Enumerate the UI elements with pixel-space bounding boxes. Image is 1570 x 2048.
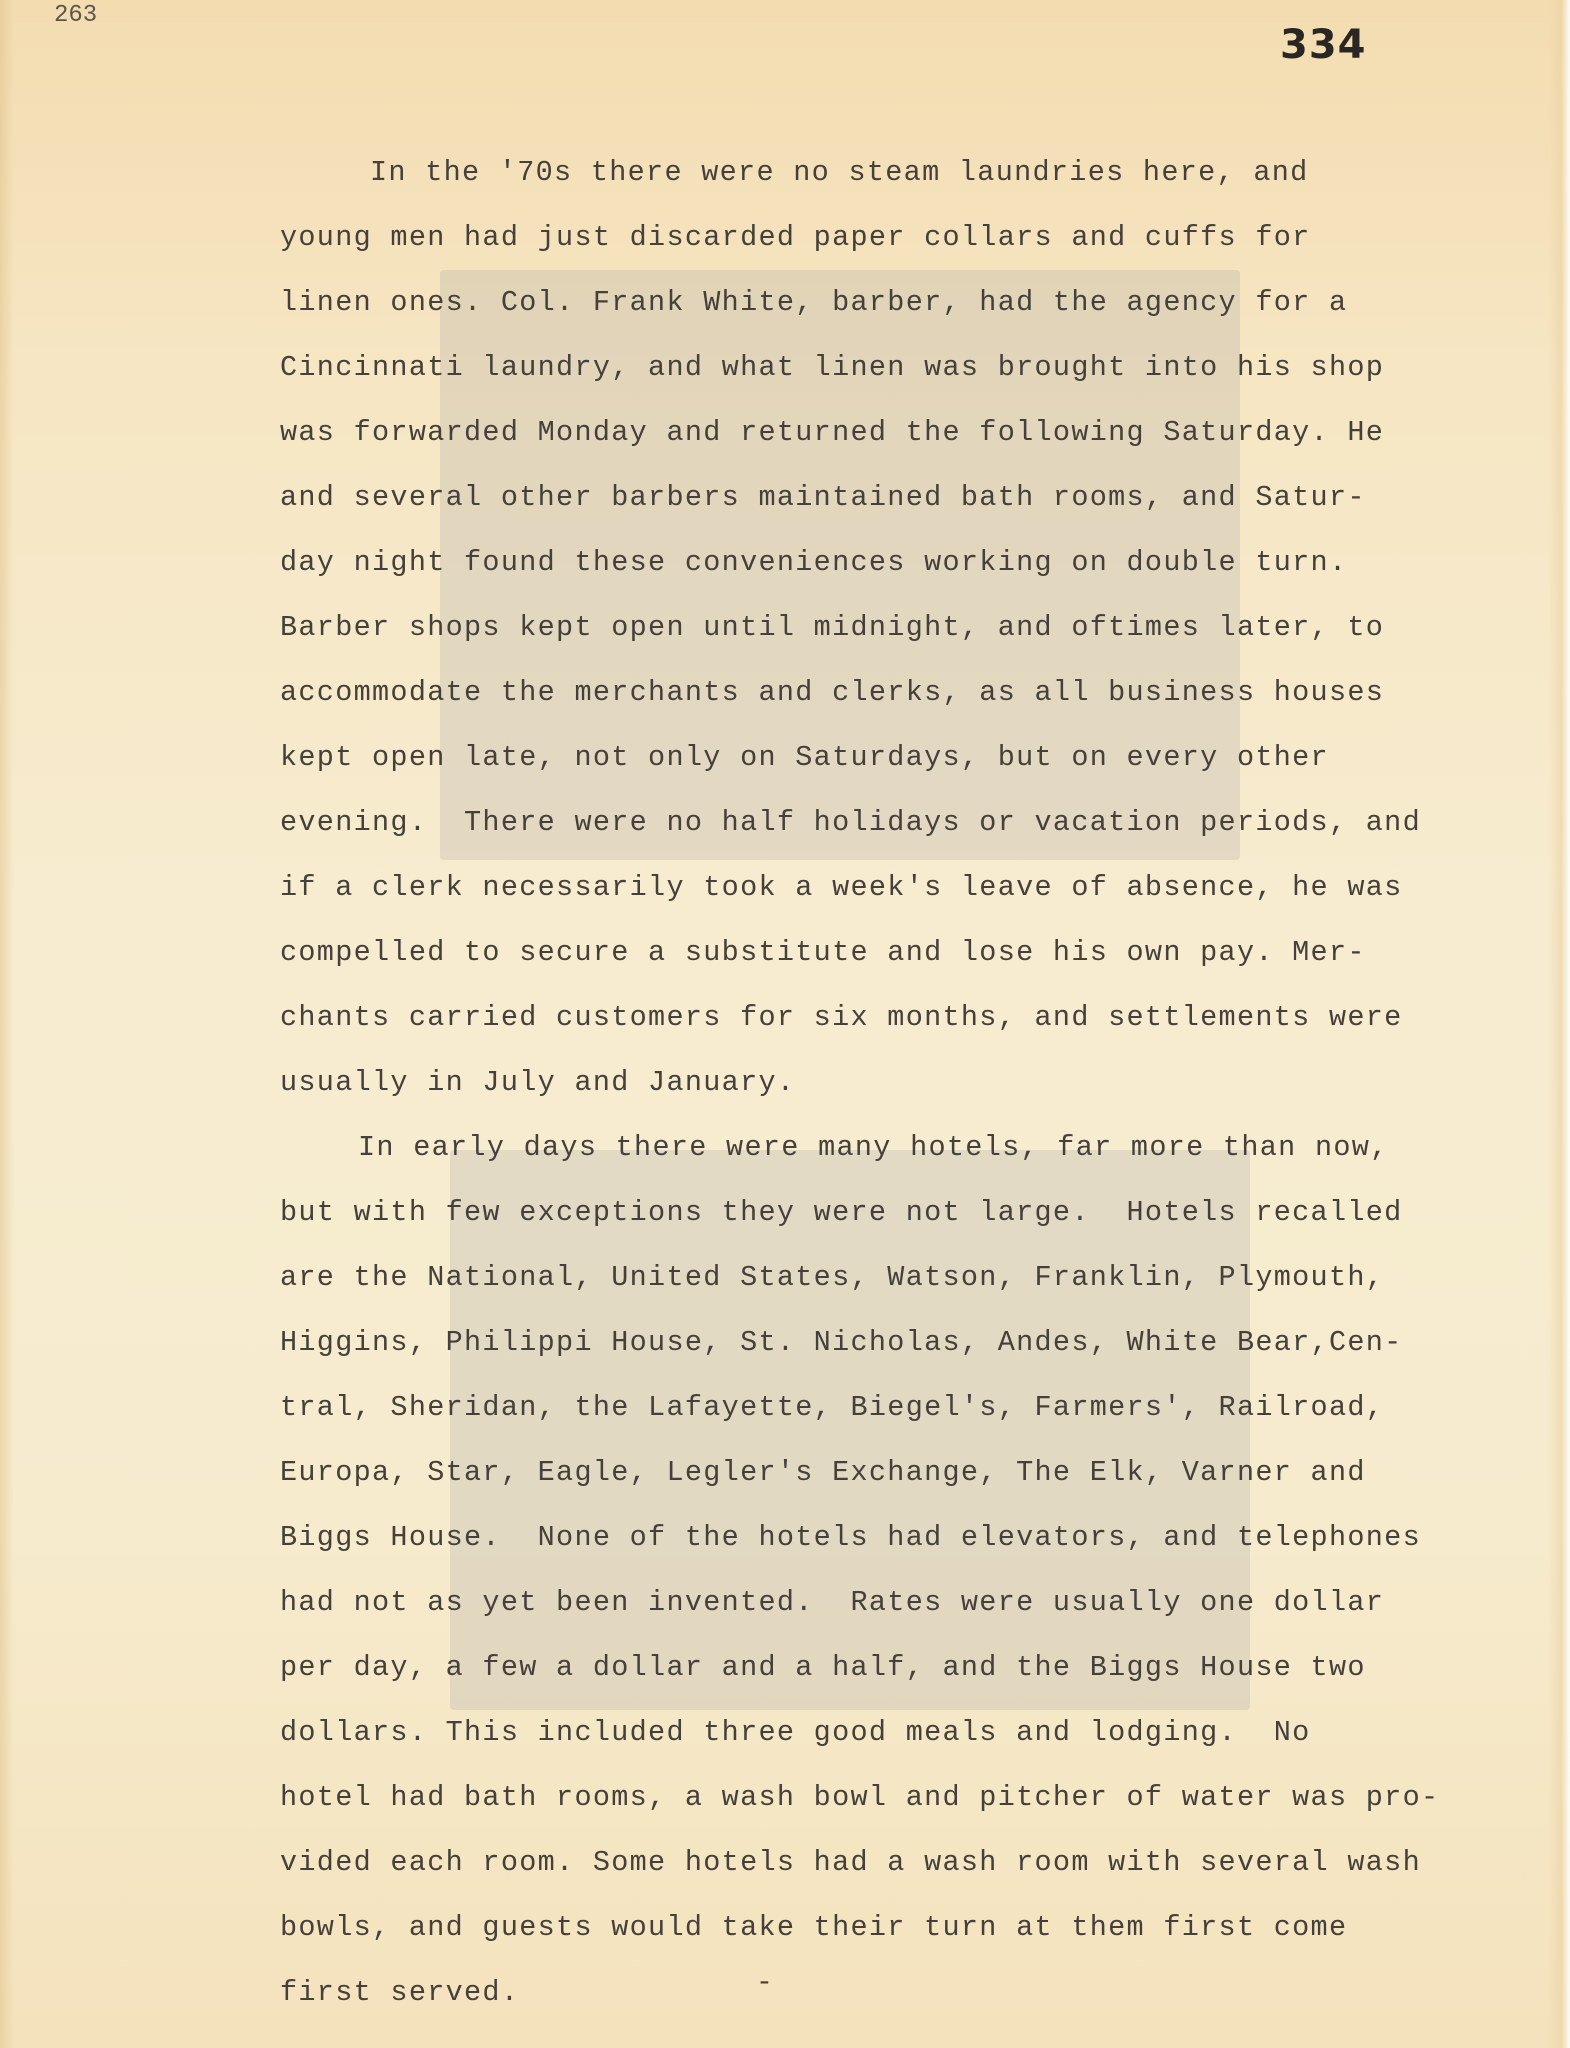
paragraph-hotels (280, 1115, 1480, 2025)
text-line: if a clerk necessarily took a week's leave of absence, he was (280, 871, 1403, 904)
text-line: Biggs House. None of the hotels had elevators, and telephones (280, 1521, 1421, 1554)
text-line: dollars. This included three good meals and lodging. No (280, 1716, 1311, 1749)
text-line: Europa, Star, Eagle, Legler's Exchange, The Elk, Varner and (280, 1456, 1366, 1489)
text-line: young men had just discarded paper collars and cuffs for (280, 221, 1311, 254)
text-line: compelled to secure a substitute and lose his own pay. Mer- (280, 936, 1366, 969)
text-line: usually in July and January. (280, 1066, 796, 1099)
text-line: linen ones. Col. Frank White, barber, had the agency for a (280, 286, 1348, 319)
text-line: day night found these conveniences working on double turn. (280, 546, 1348, 579)
text-line: In the '70s there were no steam laundries here, and (370, 156, 1309, 189)
page-number-typed: 263 (54, 2, 98, 29)
text-line: chants carried customers for six months, and settlements were (280, 1001, 1403, 1034)
text-line: tral, Sheridan, the Lafayette, Biegel's, Farmers', Railroad, (280, 1391, 1385, 1424)
text-line: Barber shops kept open until midnight, and oftimes later, to (280, 611, 1385, 644)
text-line: but with few exceptions they were not large. Hotels recalled (280, 1196, 1403, 1229)
text-line: In early days there were many hotels, far more than now, (358, 1131, 1389, 1164)
paper-edge-left (0, 0, 14, 2048)
text-line: evening. There were no half holidays or vacation periods, and (280, 806, 1421, 839)
text-line: accommodate the merchants and clerks, as all business houses (280, 676, 1385, 709)
text-line: Higgins, Philippi House, St. Nicholas, Andes, White Bear,Cen- (280, 1326, 1403, 1359)
text-line: first served. (280, 1976, 520, 2009)
text-line: are the National, United States, Watson, Franklin, Plymouth, (280, 1261, 1385, 1294)
text-line: kept open late, not only on Saturdays, but on every other (280, 741, 1329, 774)
end-dash-mark: - (756, 1968, 773, 1999)
text-line: per day, a few a dollar and a half, and the Biggs House two (280, 1651, 1366, 1684)
text-line: bowls, and guests would take their turn at them first come (280, 1911, 1348, 1944)
text-line: had not as yet been invented. Rates were usually one dollar (280, 1586, 1385, 1619)
page-number-handwritten: 334 (1280, 22, 1367, 68)
text-line: was forwarded Monday and returned the following Saturday. He (280, 416, 1385, 449)
text-line: vided each room. Some hotels had a wash room with several wash (280, 1846, 1421, 1879)
paper-edge-right (1548, 0, 1570, 2048)
text-line: Cincinnati laundry, and what linen was brought into his shop (280, 351, 1385, 384)
text-line: and several other barbers maintained bath rooms, and Satur- (280, 481, 1366, 514)
text-line: hotel had bath rooms, a wash bowl and pitcher of water was pro- (280, 1781, 1440, 1814)
typed-text-body (280, 140, 1480, 2025)
paragraph-laundries (280, 140, 1480, 1115)
